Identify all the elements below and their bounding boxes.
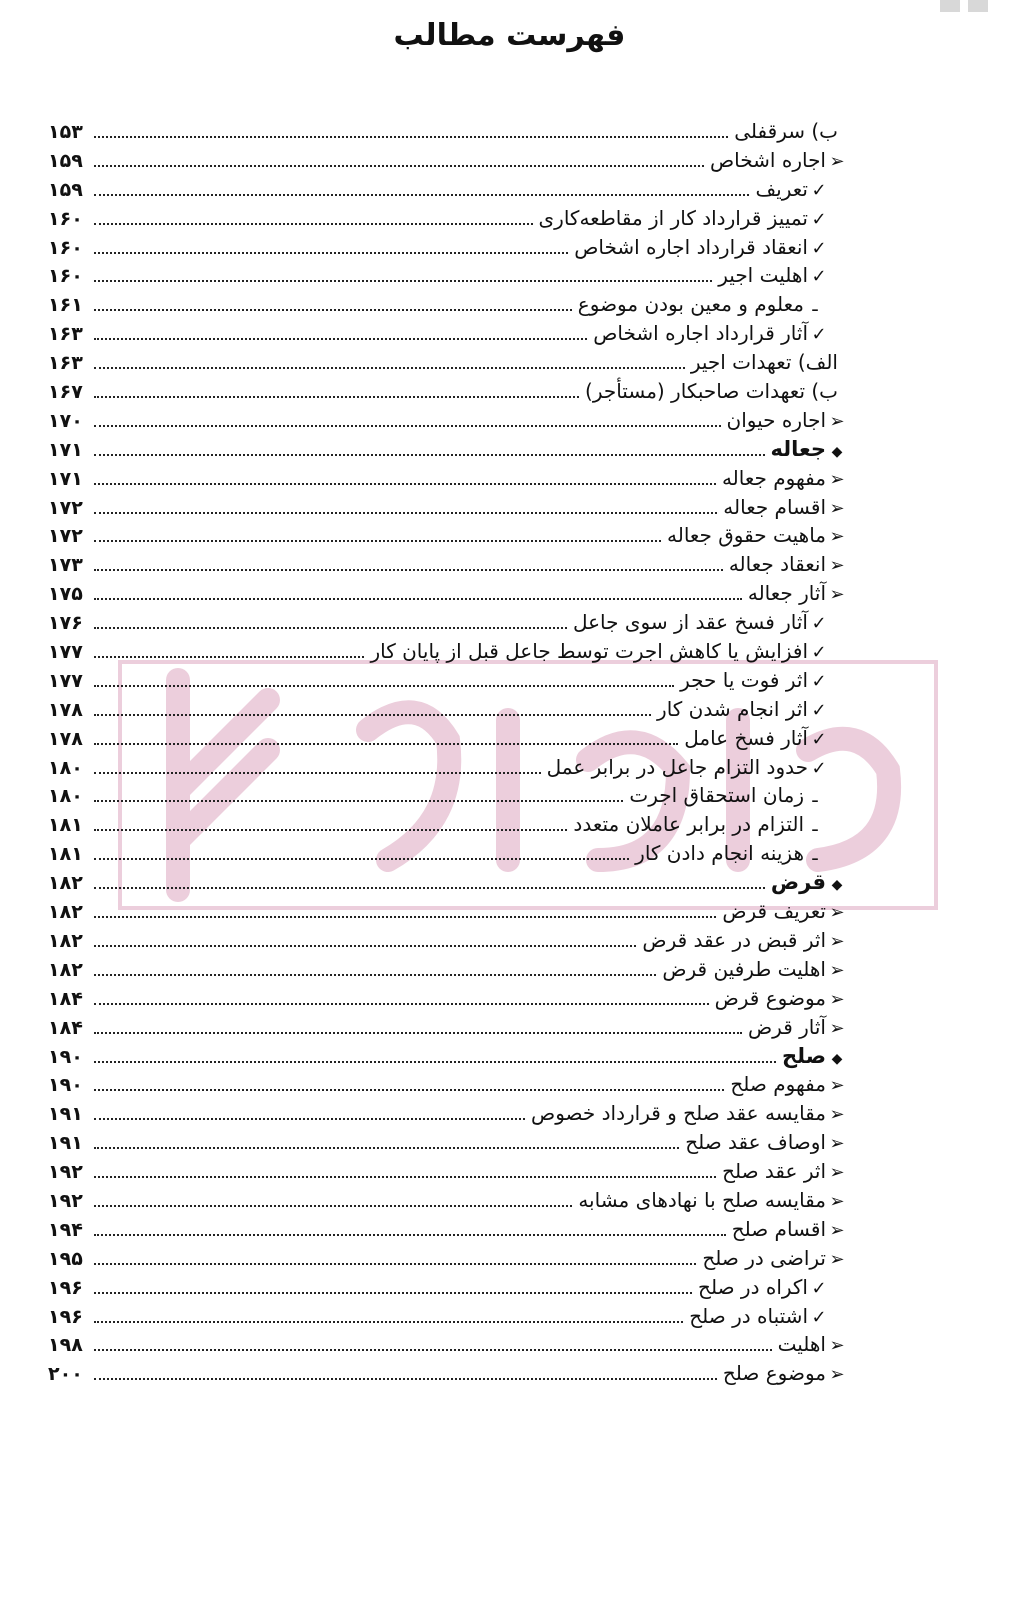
toc-label-group <box>657 695 848 726</box>
toc-entry-title: اثر فوت یا حجر <box>680 667 808 692</box>
toc-label-group <box>593 319 848 350</box>
check-bullet-icon: ✓ <box>811 670 827 692</box>
toc-dot-leader <box>94 1089 724 1091</box>
check-bullet-icon: ✓ <box>811 208 827 230</box>
toc-dot-leader <box>94 338 587 340</box>
check-bullet-icon: ✓ <box>811 324 827 346</box>
toc-entry-title: حدود التزام جاعل در برابر عمل <box>546 754 808 779</box>
toc-entry-title: هزینه انجام دادن کار <box>635 841 804 866</box>
toc-label-group <box>730 1070 848 1101</box>
toc-entry <box>48 1359 848 1388</box>
check-bullet-icon: ✓ <box>811 1306 827 1328</box>
toc-label-group <box>370 637 848 668</box>
toc-label-group <box>734 117 848 146</box>
toc-page-number: ۱۷۱ <box>48 438 83 461</box>
toc-entry <box>48 550 848 579</box>
toc-page-number: ۱۵۹ <box>48 178 83 201</box>
toc-entry <box>48 926 848 955</box>
toc-page-number: ۱۷۷ <box>48 669 83 692</box>
toc-page-number: ۱۹۵ <box>48 1247 83 1270</box>
dash-bullet-icon: ـ <box>812 786 818 808</box>
toc-entry-title: مفهوم جعاله <box>721 465 826 490</box>
toc-entry-title: اجاره حیوان <box>726 407 826 432</box>
toc-label-group <box>539 204 848 235</box>
toc-entry-title: آثار قرض <box>747 1014 826 1039</box>
toc-entry-title: اثر انجام شدن کار <box>657 696 808 721</box>
toc-entry-title: اشتباه در صلح <box>689 1303 808 1328</box>
arrow-bullet-icon: ➢ <box>829 410 845 432</box>
toc-page-number: ۱۷۰ <box>48 409 83 432</box>
toc-dot-leader <box>94 1176 716 1178</box>
toc-entry <box>48 868 848 897</box>
toc-dot-leader <box>94 136 728 138</box>
toc-page-number: ۱۷۱ <box>48 467 83 490</box>
toc-page-number: ۱۶۳ <box>48 352 83 375</box>
toc-entry-title: آثار فسخ عقد از سوی جاعل <box>572 610 808 635</box>
toc-entry-title: قرض <box>770 870 826 895</box>
toc-page-number: ۱۷۵ <box>48 583 83 606</box>
toc-page-number: ۱۶۰ <box>48 265 83 288</box>
toc-label-group <box>667 521 848 552</box>
arrow-bullet-icon: ➢ <box>829 988 845 1010</box>
toc-dot-leader <box>94 627 567 629</box>
toc-entry <box>48 579 848 608</box>
toc-dot-leader <box>94 165 704 167</box>
toc-dot-leader <box>94 858 629 860</box>
toc-entry <box>48 897 848 926</box>
page-title: فهرست مطالب <box>393 18 626 53</box>
toc-page-number: ۱۷۶ <box>48 612 83 635</box>
toc-label-group <box>578 1186 848 1217</box>
toc-dot-leader <box>94 1234 726 1236</box>
arrow-bullet-icon: ➢ <box>829 497 845 519</box>
toc-entry-title: زمان استحقاق اجرت <box>629 783 804 808</box>
toc-dot-leader <box>94 367 685 369</box>
toc-entry-title: تراضی در صلح <box>702 1245 826 1270</box>
toc-label-group <box>718 261 848 292</box>
toc-page-number: ۱۸۰ <box>48 756 83 779</box>
toc-page-number: ۱۹۰ <box>48 1074 83 1097</box>
arrow-bullet-icon: ➢ <box>829 1335 845 1357</box>
toc-page-number: ۲۰۰ <box>48 1363 83 1386</box>
toc-label-group <box>778 1330 848 1361</box>
toc-page-number: ۱۵۹ <box>48 149 83 172</box>
arrow-bullet-icon: ➢ <box>829 526 845 548</box>
toc-entry <box>48 839 848 868</box>
scan-artifact <box>968 0 988 12</box>
toc-entry <box>48 1302 848 1331</box>
dash-bullet-icon: ـ <box>812 295 818 317</box>
toc-entry <box>48 406 848 435</box>
toc-entry <box>48 1013 848 1042</box>
toc-label-group <box>702 1244 848 1275</box>
toc-label-group <box>547 753 848 784</box>
toc-page-number: ۱۷۲ <box>48 496 83 519</box>
toc-dot-leader <box>94 1118 525 1120</box>
toc-entry <box>48 608 848 637</box>
toc-dot-leader <box>94 916 716 918</box>
toc-entry <box>48 1099 848 1128</box>
toc-dot-leader <box>94 743 678 745</box>
toc-entry <box>48 377 848 406</box>
toc-dot-leader <box>94 396 579 398</box>
toc-page-number: ۱۹۴ <box>48 1218 83 1241</box>
toc-entry <box>48 348 848 377</box>
toc-entry-title: موضوع قرض <box>714 985 826 1010</box>
toc-page-number: ۱۶۰ <box>48 236 83 259</box>
toc-label-group <box>689 1302 848 1333</box>
toc-label-group <box>782 1042 848 1074</box>
toc-page-number: ۱۹۲ <box>48 1161 83 1184</box>
toc-label-group <box>574 233 848 264</box>
arrow-bullet-icon: ➢ <box>829 1017 845 1039</box>
toc-dot-leader <box>94 829 567 831</box>
toc-page-number: ۱۸۲ <box>48 958 83 981</box>
toc-entry-title: اقسام صلح <box>731 1216 826 1241</box>
toc-entry <box>48 1244 848 1273</box>
toc-entry <box>48 175 848 204</box>
toc-label-group <box>732 1215 848 1246</box>
toc-entry <box>48 1330 848 1359</box>
toc-label-group <box>722 1157 848 1188</box>
toc-entry-title: صلح <box>782 1043 826 1068</box>
toc-dot-leader <box>94 454 765 456</box>
toc-entry-title: اهلیت طرفین قرض <box>662 956 826 981</box>
toc-entry-title: آثار قرارداد اجاره اشخاص <box>593 321 808 346</box>
toc-dot-leader <box>94 800 623 802</box>
check-bullet-icon: ✓ <box>811 1277 827 1299</box>
check-bullet-icon: ✓ <box>811 642 827 664</box>
toc-label-group <box>722 464 848 495</box>
toc-label-group <box>729 550 848 581</box>
toc-page-number: ۱۶۷ <box>48 381 83 404</box>
toc-page-number: ۱۸۱ <box>48 843 83 866</box>
toc-label-group <box>635 839 848 870</box>
toc-label-group <box>573 810 848 841</box>
toc-entry <box>48 435 848 464</box>
toc-label-group <box>585 377 848 406</box>
toc-dot-leader <box>94 540 661 542</box>
toc-page-number: ۱۷۸ <box>48 727 83 750</box>
toc-dot-leader <box>94 280 712 282</box>
toc-entry-title: تمییز قرارداد کار از مقاطعه‌کاری <box>538 205 808 230</box>
toc-dot-leader <box>94 1263 696 1265</box>
toc-entry <box>48 984 848 1013</box>
toc-page-number: ۱۹۱ <box>48 1132 83 1155</box>
toc-dot-leader <box>94 974 656 976</box>
toc-entry-title: آثار جعاله <box>747 581 826 606</box>
toc-entry <box>48 146 848 175</box>
scan-artifact <box>940 0 960 12</box>
toc-page-number: ۱۷۸ <box>48 698 83 721</box>
toc-entry-title: معلوم و معین بودن موضوع <box>577 292 804 317</box>
toc-page-number: ۱۹۱ <box>48 1103 83 1126</box>
toc-label-group <box>722 897 848 928</box>
toc-page-number: ۱۸۴ <box>48 1016 83 1039</box>
toc-label-group <box>698 1273 848 1304</box>
toc-entry <box>48 695 848 724</box>
toc-page-number: ۱۸۲ <box>48 901 83 924</box>
toc-entry <box>48 233 848 262</box>
toc-page-number: ۱۹۶ <box>48 1276 83 1299</box>
toc-page-number: ۱۸۰ <box>48 785 83 808</box>
toc-dot-leader <box>94 1147 679 1149</box>
toc-dot-leader <box>94 685 674 687</box>
toc-dot-leader <box>94 1003 709 1005</box>
toc-dot-leader <box>94 772 541 774</box>
toc-entry <box>48 955 848 984</box>
arrow-bullet-icon: ➢ <box>829 930 845 952</box>
dash-bullet-icon: ـ <box>812 815 818 837</box>
toc-entry-title: موضوع صلح <box>722 1361 826 1386</box>
toc-dot-leader <box>94 1205 572 1207</box>
toc-entry-title: افزایش یا کاهش اجرت توسط جاعل قبل از پایان کار <box>370 639 808 664</box>
toc-entry-title: اوصاف عقد صلح <box>685 1130 826 1155</box>
toc-entry-title: اقسام جعاله <box>723 494 826 519</box>
toc-page-number: ۱۷۳ <box>48 554 83 577</box>
toc-entry <box>48 724 848 753</box>
toc-dot-leader <box>94 598 742 600</box>
toc-entry <box>48 464 848 493</box>
toc-page-number: ۱۶۱ <box>48 294 83 317</box>
diamond-bullet-icon: ◆ <box>831 443 843 460</box>
arrow-bullet-icon: ➢ <box>829 1075 845 1097</box>
toc-dot-leader <box>94 1349 772 1351</box>
toc-page-number: ۱۸۱ <box>48 814 83 837</box>
toc-label-group <box>531 1099 848 1130</box>
toc-entry <box>48 493 848 522</box>
toc-page-number: ۱۹۰ <box>48 1045 83 1068</box>
toc-page-number: ۱۶۳ <box>48 323 83 346</box>
toc-entry <box>48 666 848 695</box>
toc-entry <box>48 1273 848 1302</box>
toc-page-number: ۱۹۸ <box>48 1334 83 1357</box>
arrow-bullet-icon: ➢ <box>829 584 845 606</box>
toc-page-number: ۱۹۲ <box>48 1189 83 1212</box>
toc-dot-leader <box>94 223 533 225</box>
toc-entry-title: اکراه در صلح <box>698 1274 808 1299</box>
diamond-bullet-icon: ◆ <box>831 877 843 894</box>
toc-entry <box>48 753 848 782</box>
arrow-bullet-icon: ➢ <box>829 1104 845 1126</box>
arrow-bullet-icon: ➢ <box>829 1190 845 1212</box>
toc-entry <box>48 1128 848 1157</box>
toc-label-group <box>755 175 848 206</box>
arrow-bullet-icon: ➢ <box>829 468 845 490</box>
toc-entry-title: ب) تعهدات صاحبکار (مستأجر) <box>585 379 838 404</box>
toc-label-group <box>629 781 848 812</box>
toc-label-group <box>771 435 849 467</box>
toc-dot-leader <box>94 512 717 514</box>
toc-dot-leader <box>94 1321 683 1323</box>
toc-page-number: ۱۷۷ <box>48 641 83 664</box>
toc-entry-title: التزام در برابر عاملان متعدد <box>573 812 804 837</box>
toc-entry-title: آثار فسخ عامل <box>684 725 808 750</box>
toc-page-number: ۱۸۲ <box>48 872 83 895</box>
toc-entry-title: اثر عقد صلح <box>722 1159 826 1184</box>
toc-dot-leader <box>94 569 723 571</box>
arrow-bullet-icon: ➢ <box>829 902 845 924</box>
toc-label-group <box>723 493 848 524</box>
toc-label-group <box>748 1013 848 1044</box>
toc-entry <box>48 1215 848 1244</box>
arrow-bullet-icon: ➢ <box>829 555 845 577</box>
check-bullet-icon: ✓ <box>811 728 827 750</box>
arrow-bullet-icon: ➢ <box>829 1162 845 1184</box>
toc-entry <box>48 1157 848 1186</box>
toc-page-number: ۱۸۴ <box>48 987 83 1010</box>
toc-entry-title: اجاره اشخاص <box>709 147 826 172</box>
toc-entry-title: اهلیت <box>777 1332 826 1357</box>
toc-label-group <box>680 666 848 697</box>
toc-entry <box>48 117 848 146</box>
toc-label-group <box>685 1128 848 1159</box>
arrow-bullet-icon: ➢ <box>829 150 845 172</box>
toc-dot-leader <box>94 945 636 947</box>
toc-dot-leader <box>94 425 721 427</box>
toc-dot-leader <box>94 1061 776 1063</box>
toc-entry <box>48 1042 848 1071</box>
toc-entry-title: اثر قبض در عقد قرض <box>642 927 826 952</box>
toc-dot-leader <box>94 656 364 658</box>
toc-label-group <box>691 348 848 377</box>
toc-label-group <box>715 984 848 1015</box>
toc-entry <box>48 204 848 233</box>
toc-entry-title: ماهیت حقوق جعاله <box>667 523 826 548</box>
toc-dot-leader <box>94 309 572 311</box>
toc-entry-title: مقایسه صلح با نهادهای مشابه <box>578 1187 826 1212</box>
check-bullet-icon: ✓ <box>811 699 827 721</box>
toc-entry-title: تعریف <box>755 176 808 201</box>
toc-entry <box>48 781 848 810</box>
toc-label-group <box>642 926 848 957</box>
toc-label-group <box>684 724 848 755</box>
toc-entry <box>48 637 848 666</box>
toc-entry <box>48 1186 848 1215</box>
dash-bullet-icon: ـ <box>812 844 818 866</box>
check-bullet-icon: ✓ <box>811 237 827 259</box>
arrow-bullet-icon: ➢ <box>829 1248 845 1270</box>
arrow-bullet-icon: ➢ <box>829 959 845 981</box>
toc-entry-title: انعقاد جعاله <box>728 552 826 577</box>
toc-entry-title: مقایسه عقد صلح و قرارداد خصوص <box>531 1101 826 1126</box>
toc-dot-leader <box>94 1032 742 1034</box>
toc-dot-leader <box>94 483 716 485</box>
toc-label-group <box>662 955 848 986</box>
toc-page-number: ۱۹۶ <box>48 1305 83 1328</box>
toc-label-group <box>748 579 848 610</box>
check-bullet-icon: ✓ <box>811 757 827 779</box>
arrow-bullet-icon: ➢ <box>829 1364 845 1386</box>
table-of-contents <box>48 117 848 1388</box>
toc-dot-leader <box>94 1378 717 1380</box>
toc-entry-title: جعاله <box>770 436 826 461</box>
toc-entry <box>48 290 848 319</box>
toc-entry <box>48 1070 848 1099</box>
arrow-bullet-icon: ➢ <box>829 1219 845 1241</box>
toc-dot-leader <box>94 887 765 889</box>
toc-entry <box>48 810 848 839</box>
toc-entry-title: تعریف قرض <box>722 899 826 924</box>
toc-entry-title: اهلیت اجیر <box>718 263 808 288</box>
toc-label-group <box>710 146 848 177</box>
toc-page-number: ۱۷۲ <box>48 525 83 548</box>
toc-label-group <box>723 1359 848 1390</box>
check-bullet-icon: ✓ <box>811 613 827 635</box>
toc-entry <box>48 521 848 550</box>
toc-dot-leader <box>94 1292 692 1294</box>
arrow-bullet-icon: ➢ <box>829 1133 845 1155</box>
toc-label-group <box>727 406 848 437</box>
toc-label-group <box>771 868 848 900</box>
toc-entry-title: الف) تعهدات اجیر <box>690 350 838 375</box>
toc-dot-leader <box>94 714 651 716</box>
toc-page-number: ۱۶۰ <box>48 207 83 230</box>
toc-dot-leader <box>94 252 568 254</box>
check-bullet-icon: ✓ <box>811 266 827 288</box>
toc-page-number: ۱۵۳ <box>48 121 83 143</box>
toc-label-group <box>578 290 848 321</box>
toc-page-number: ۱۸۲ <box>48 929 83 952</box>
toc-entry-title: ب) سرقفلی <box>734 119 838 143</box>
toc-entry-title: انعقاد قرارداد اجاره اشخاص <box>574 234 808 259</box>
toc-entry <box>48 261 848 290</box>
toc-dot-leader <box>94 194 749 196</box>
diamond-bullet-icon: ◆ <box>831 1050 843 1067</box>
toc-label-group <box>573 608 848 639</box>
toc-entry-title: مفهوم صلح <box>730 1072 826 1097</box>
check-bullet-icon: ✓ <box>811 179 827 201</box>
toc-entry <box>48 319 848 348</box>
